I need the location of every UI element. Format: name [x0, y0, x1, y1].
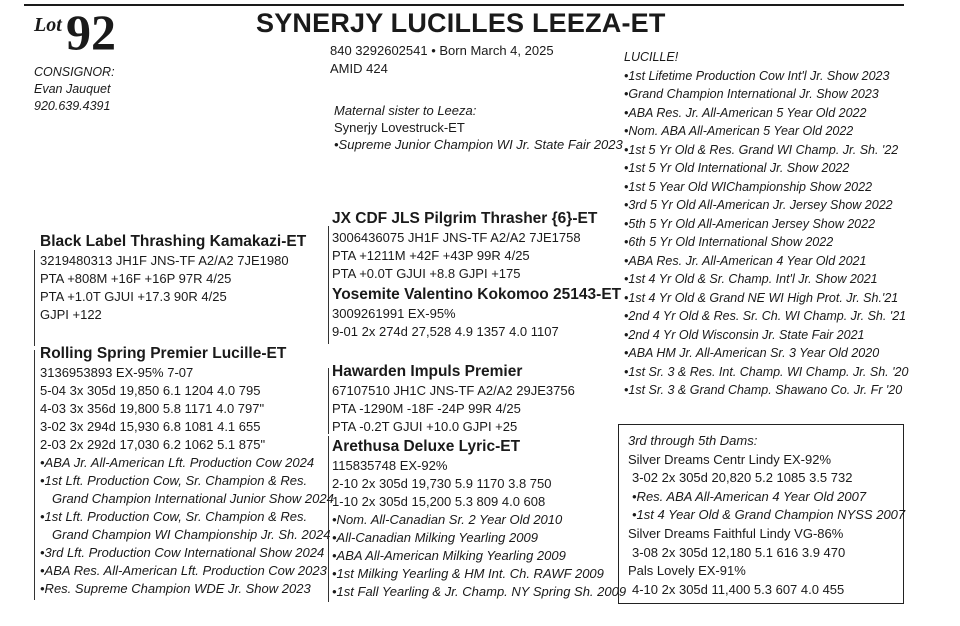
dam-block	[40, 344, 334, 598]
lucille-award-item: •2nd 4 Yr Old & Res. Sr. Ch. WI Champ. Jr. Sh. '21	[624, 309, 907, 323]
maternal-sister-name: Synerjy Lovestruck-ET	[334, 120, 465, 135]
dams-box-row: •1st 4 Year Old & Grand Champion NYSS 2007	[632, 507, 906, 523]
identity-block	[330, 42, 554, 78]
dam-bracket	[34, 350, 35, 600]
dam-sire-block	[332, 362, 575, 436]
lucille-award-item: •Nom. ABA All-American 5 Year Old 2022	[624, 124, 854, 138]
dam-dam-line: 1-10 2x 305d 15,200 5.3 809 4.0 608	[332, 494, 546, 509]
lucille-award-item: •1st 5 Yr Old & Res. Grand WI Champ. Jr. Sh. '22	[624, 142, 899, 157]
lucille-award-item: •1st Lifetime Production Cow Int'l Jr. Show 2023	[624, 68, 890, 83]
lot-number: 92	[66, 4, 116, 60]
dam-line: 3136953893 EX-95% 7-07	[40, 365, 194, 380]
dams-box	[628, 432, 905, 599]
sire-sire-line: PTA +1211M +42F +43P 99R 4/25	[332, 248, 530, 263]
sire-line: GJPI +122	[40, 307, 102, 322]
dam-line: 5-04 3x 305d 19,850 6.1 1204 4.0 795	[40, 383, 261, 398]
lucille-award-item: •Grand Champion International Jr. Show 2023	[624, 87, 879, 101]
amid-line: AMID 424	[330, 61, 388, 76]
dam-award-item: •Res. Supreme Champion WDE Jr. Show 2023	[40, 581, 311, 596]
dam-sire-line: PTA -0.2T GJUI +10.0 GJPI +25	[332, 419, 518, 434]
dam-award-item: Grand Champion WI Championship Jr. Sh. 2024	[52, 527, 331, 542]
sire-sire-line: PTA +0.0T GJUI +8.8 GJPI +175	[332, 266, 521, 281]
sire-line: 3219480313 JH1F JNS-TF A2/A2 7JE1980	[40, 253, 289, 268]
lucille-award-item: •1st Sr. 3 & Grand Champ. Shawano Co. Jr. Fr '20	[624, 383, 903, 397]
lucille-award-item: •ABA Res. Jr. All-American 4 Year Old 2021	[624, 253, 867, 268]
dams-box-heading: 3rd through 5th Dams:	[628, 433, 758, 448]
dam-award-item: •1st Lft. Production Cow, Sr. Champion & Res.	[40, 509, 308, 524]
sire-dam-name: Yosemite Valentino Kokomoo 25143-ET	[332, 286, 622, 303]
dam-line: 3-02 3x 294d 15,930 6.8 1081 4.1 655	[40, 419, 261, 434]
dam-dam-award-item: •1st Fall Yearling & Jr. Champ. NY Spring Sh. 2009	[332, 584, 627, 599]
consignor-label: CONSIGNOR:	[34, 65, 115, 79]
dam-dam-line: 115835748 EX-92%	[332, 458, 448, 473]
sire-bracket	[34, 250, 35, 346]
dam-award-item: •ABA Jr. All-American Lft. Production Cow 2024	[40, 455, 315, 470]
lucille-award-item: •ABA HM Jr. All-American Sr. 3 Year Old 2020	[624, 346, 880, 360]
lucille-award-item: •1st 5 Year Old WIChampionship Show 2022	[624, 179, 873, 194]
sire-line: PTA +808M +16F +16P 97R 4/25	[40, 271, 232, 286]
dams-box-row: Pals Lovely EX-91%	[628, 563, 746, 579]
sire-sire-block	[332, 209, 597, 283]
sire-dam-line: 9-01 2x 274d 27,528 4.9 1357 4.0 1107	[332, 324, 559, 339]
dam-dam-award-list	[332, 511, 626, 601]
dam-sire-name: Hawarden Impuls Premier	[332, 363, 523, 380]
lucille-award-item: •2nd 4 Yr Old Wisconsin Jr. State Fair 2021	[624, 327, 865, 342]
consignor-block	[34, 64, 115, 115]
sire-sire-bracket	[328, 226, 329, 288]
dams-box-row: 3-02 2x 305d 20,820 5.2 1085 3.5 732	[632, 470, 853, 486]
consignor-phone: 920.639.4391	[34, 99, 111, 113]
lucille-award-item: •6th 5 Yr Old International Show 2022	[624, 235, 834, 249]
lucille-award-item: •1st Sr. 3 & Res. Int. Champ. WI Champ. Jr. Sh. '20	[624, 364, 909, 379]
dam-dam-award-item: •All-Canadian Milking Yearling 2009	[332, 530, 538, 545]
maternal-sister-heading: Maternal sister to Leeza:	[334, 103, 477, 118]
dams-box-row: 4-10 2x 305d 11,400 5.3 607 4.0 455	[632, 581, 845, 597]
sire-sire-name: JX CDF JLS Pilgrim Thrasher {6}-ET	[332, 210, 598, 227]
lucille-award-item: •5th 5 Yr Old All-American Jersey Show 2022	[624, 216, 876, 231]
lucille-award-item: •1st 4 Yr Old & Sr. Champ. Int'l Jr. Show 2021	[624, 272, 878, 286]
dam-sire-line: PTA -1290M -18F -24P 99R 4/25	[332, 401, 521, 416]
lucille-award-item: •3rd 5 Yr Old All-American Jr. Jersey Show 2022	[624, 198, 893, 212]
dams-box-row: Silver Dreams Faithful Lindy VG-86%	[628, 525, 844, 541]
dam-line: 4-03 3x 356d 19,800 5.8 1171 4.0 797"	[40, 401, 265, 416]
sire-block	[40, 232, 306, 324]
dams-box-row: •Res. ABA All-American 4 Year Old 2007	[632, 488, 867, 504]
sire-dam-bracket	[328, 288, 329, 344]
sire-line: PTA +1.0T GJUI +17.3 90R 4/25	[40, 289, 227, 304]
dam-dam-name: Arethusa Deluxe Lyric-ET	[332, 438, 521, 455]
lucille-award-item: •1st 4 Yr Old & Grand NE WI High Prot. Jr. Sh.'21	[624, 290, 899, 305]
sire-name: Black Label Thrashing Kamakazi-ET	[40, 233, 307, 250]
dams-box-row: Silver Dreams Centr Lindy EX-92%	[628, 451, 832, 467]
maternal-sister-award: •Supreme Junior Champion WI Jr. State Fair 2023	[334, 137, 623, 152]
dams-box-rows	[628, 451, 905, 600]
dam-dam-award-item: •ABA All-American Milking Yearling 2009	[332, 548, 566, 563]
dam-award-item: •1st Lft. Production Cow, Sr. Champion & Res.	[40, 473, 308, 488]
sire-dam-block	[332, 285, 621, 341]
dams-box-row: 3-08 2x 305d 12,180 5.1 616 3.9 470	[632, 544, 846, 560]
dam-sire-line: 67107510 JH1C JNS-TF A2/A2 29JE3756	[332, 383, 575, 398]
sire-dam-line: 3009261991 EX-95%	[332, 306, 456, 321]
dam-award-item: •ABA Res. All-American Lft. Production Cow 2023	[40, 563, 327, 578]
sire-sire-line: 3006436075 JH1F JNS-TF A2/A2 7JE1758	[332, 230, 581, 245]
dam-dam-award-item: •Nom. All-Canadian Sr. 2 Year Old 2010	[332, 512, 563, 527]
dam-line: 2-03 2x 292d 17,030 6.2 1062 5.1 875"	[40, 437, 266, 452]
dam-award-item: •3rd Lft. Production Cow International Show 2024	[40, 545, 325, 560]
page-title: SYNERJY LUCILLES LEEZA-ET	[256, 8, 666, 38]
dam-dam-award-item: •1st Milking Yearling & HM Int. Ch. RAWF 2009	[332, 566, 604, 581]
maternal-sister-block	[334, 102, 623, 153]
lucille-award-list	[624, 67, 908, 400]
dam-dam-block	[332, 437, 626, 601]
dam-dam-line: 2-10 2x 305d 19,730 5.9 1170 3.8 750	[332, 476, 552, 491]
consignor-name: Evan Jauquet	[34, 82, 111, 96]
dam-name: Rolling Spring Premier Lucille-ET	[40, 345, 287, 362]
lucille-award-item: •ABA Res. Jr. All-American 5 Year Old 2022	[624, 105, 867, 120]
registration-line: 840 3292602541 • Born March 4, 2025	[330, 43, 554, 58]
dam-award-list	[40, 454, 334, 598]
lucille-awards	[624, 48, 908, 400]
lucille-award-item: •1st 5 Yr Old International Jr. Show 2022	[624, 161, 850, 175]
dam-award-item: Grand Champion International Junior Show 2024	[52, 491, 334, 506]
top-rule	[24, 4, 904, 6]
lucille-heading: LUCILLE!	[624, 50, 679, 64]
lot-label: Lot	[34, 14, 62, 36]
